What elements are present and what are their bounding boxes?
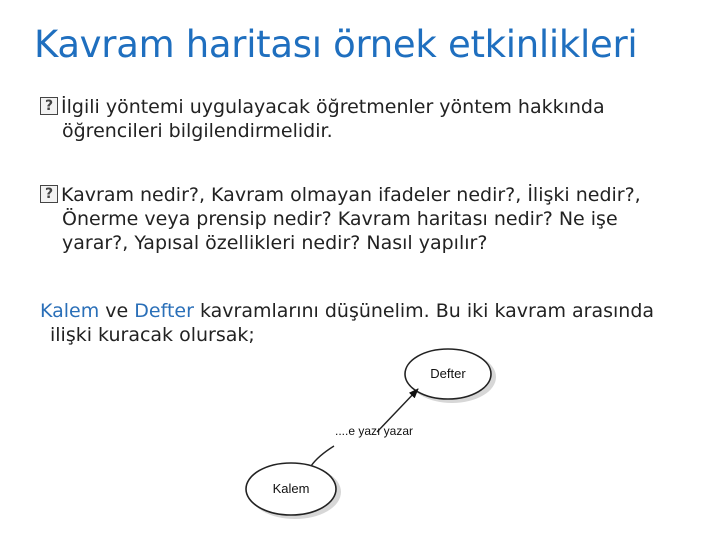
relation-label: ....e yazı yazar	[335, 424, 414, 438]
bullet-questions-line3: yarar?, Yapısal özellikleri nedir? Nasıl yapılır?	[62, 232, 488, 254]
kalem-node-label: Kalem	[272, 481, 310, 496]
relation-arrow-lower	[311, 446, 334, 466]
bullet-questions-line2: Önerme veya prensip nedir? Kavram haritası nedir? Ne işe	[62, 208, 618, 230]
keyword-defter: Defter	[134, 300, 194, 322]
bullet-intro-line2: öğrencileri bilgilendirmelidir.	[62, 120, 333, 142]
defter-node-label: Defter	[430, 366, 466, 381]
slide-title: Kavram haritası örnek etkinlikleri	[34, 23, 638, 66]
bullet-questions-text1: Kavram nedir?, Kavram olmayan ifadeler nedir?, İlişki nedir?,	[61, 184, 641, 206]
concept-paragraph-line2: ilişki kuracak olursak;	[50, 324, 255, 346]
bullet-intro-text1: İlgili yöntemi uygulayacak öğretmenler yöntem hakkında	[61, 96, 605, 118]
keyword-kalem: Kalem	[40, 300, 100, 322]
concept-paragraph-text1: ve	[99, 300, 135, 322]
concept-paragraph-text2: kavramlarını düşünelim. Bu iki kavram arasında	[193, 300, 655, 322]
